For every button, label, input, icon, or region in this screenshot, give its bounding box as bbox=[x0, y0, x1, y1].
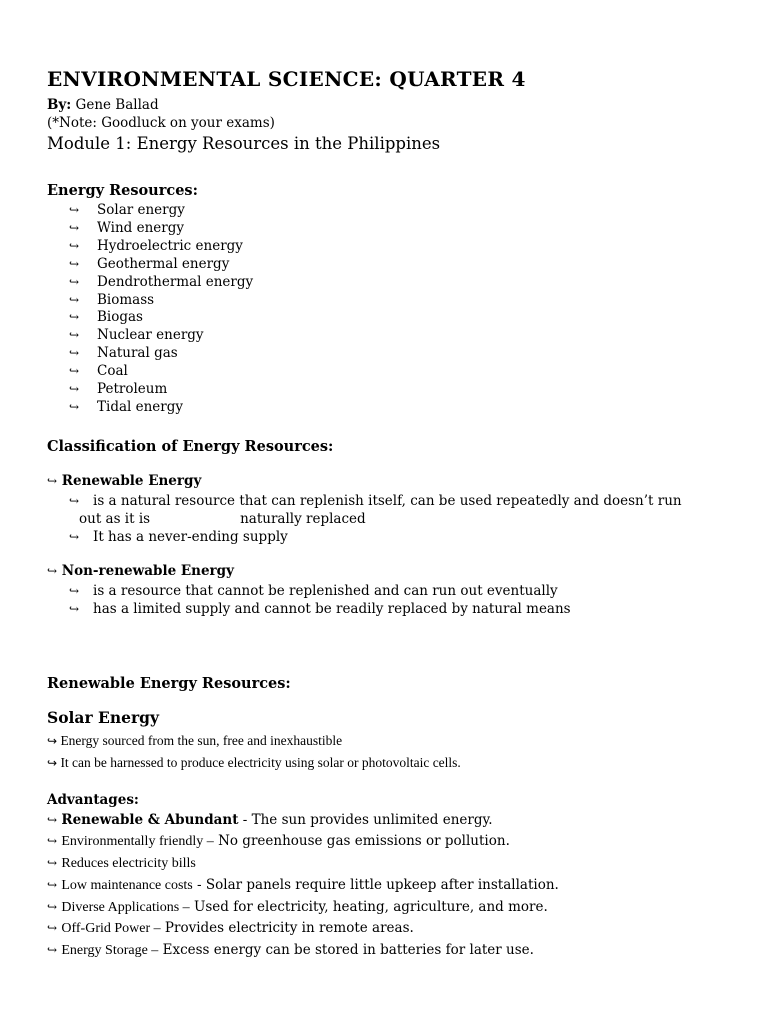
arrow-icon: ↪ bbox=[69, 238, 80, 253]
arrow-icon: ↪ bbox=[69, 203, 80, 217]
energy-resources-heading: Energy Resources: bbox=[47, 182, 198, 199]
list-item: ↪ Reduces electricity bills bbox=[47, 856, 196, 871]
arrow-icon: ↪ bbox=[69, 292, 80, 307]
classification-heading: Classification of Energy Resources: bbox=[47, 437, 334, 455]
list-item: ↪ Energy Storage – Excess energy can be stored in batteries for later use. bbox=[47, 942, 534, 959]
document-title: ENVIRONMENTAL SCIENCE: QUARTER 4 bbox=[47, 67, 526, 91]
list-item: ↪ Environmentally friendly – No greenhouse gas emissions or pollution. bbox=[47, 833, 510, 850]
arrow-icon: ↪ bbox=[69, 310, 80, 325]
list-item: ↪ Nuclear energy bbox=[69, 327, 204, 344]
document-page bbox=[47, 64, 737, 962]
list-item: ↪ Natural gas bbox=[69, 345, 178, 362]
arrow-icon: ↪ bbox=[47, 473, 58, 488]
arrow-icon: ↪ bbox=[69, 583, 80, 598]
renewable-energy-list bbox=[47, 493, 737, 547]
module-title: Module 1: Energy Resources in the Philippines bbox=[47, 134, 441, 153]
arrow-icon: ↪ bbox=[47, 563, 58, 578]
list-item: ↪ Dendrothermal energy bbox=[69, 273, 254, 290]
note: (*Note: Goodluck on your exams) bbox=[47, 115, 275, 131]
list-item: ↪ Coal bbox=[69, 363, 128, 380]
energy-resources-list bbox=[47, 202, 737, 417]
byline bbox=[47, 96, 737, 114]
advantages-list bbox=[47, 810, 737, 962]
solar-points bbox=[47, 730, 737, 774]
arrow-icon: ↪ bbox=[47, 877, 58, 892]
renewable-energy-label: ↪ Renewable Energy bbox=[47, 472, 202, 489]
arrow-icon: ↪ bbox=[69, 493, 80, 508]
arrow-icon: ↪ bbox=[69, 346, 80, 361]
solar-energy-heading: Solar Energy bbox=[47, 708, 159, 728]
list-item: ↪ is a resource that cannot be replenished and can run out eventually bbox=[69, 582, 558, 599]
arrow-icon: ↪ bbox=[69, 364, 80, 379]
arrow-icon: ↪ bbox=[47, 813, 58, 828]
list-item: ↪ Off-Grid Power – Provides electricity in remote areas. bbox=[47, 920, 414, 937]
list-item: ↪ Geothermal energy bbox=[69, 255, 230, 272]
list-item: ↪ Biogas bbox=[69, 309, 143, 326]
arrow-icon: ↪ bbox=[69, 529, 80, 544]
list-item: ↪ Diverse Applications – Used for electricity, heating, agriculture, and more. bbox=[47, 898, 548, 915]
arrow-icon: ↪ bbox=[69, 256, 80, 271]
arrow-icon: ↪ bbox=[47, 899, 58, 914]
arrow-icon: ↪ bbox=[47, 834, 58, 849]
list-item: ↪ Energy sourced from the sun, free and inexhaustible bbox=[47, 733, 343, 749]
arrow-icon: ↪ bbox=[69, 601, 80, 616]
renewable-resources-heading: Renewable Energy Resources: bbox=[47, 675, 291, 693]
arrow-icon: ↪ bbox=[69, 220, 80, 235]
list-item: ↪ Low maintenance costs - Solar panels require little upkeep after installation. bbox=[47, 876, 559, 893]
arrow-icon: ↪ bbox=[47, 943, 58, 958]
arrow-icon: ↪ bbox=[69, 274, 80, 289]
list-item-continuation: out as it is naturally replaced bbox=[79, 510, 366, 527]
list-item: ↪ It can be harnessed to produce electricity using solar or photovoltaic cells. bbox=[47, 755, 461, 771]
list-item: ↪ Hydroelectric energy bbox=[69, 237, 243, 254]
author-name: Gene Ballad bbox=[75, 97, 159, 113]
list-item: ↪ Wind energy bbox=[69, 219, 184, 236]
arrow-icon: ↪ bbox=[69, 382, 80, 397]
by-label: By: bbox=[47, 97, 72, 113]
arrow-icon: ↪ bbox=[47, 734, 58, 749]
arrow-icon: ↪ bbox=[47, 921, 58, 936]
advantages-heading: Advantages: bbox=[47, 792, 139, 809]
list-item: ↪ has a limited supply and cannot be readily replaced by natural means bbox=[69, 600, 571, 617]
list-item: ↪ is a natural resource that can replenish itself, can be used repeatedly and doesn’t run bbox=[69, 492, 682, 509]
arrow-icon: ↪ bbox=[69, 399, 80, 414]
list-item: ↪ Biomass bbox=[69, 291, 155, 308]
list-item: ↪ Renewable & Abundant - The sun provides unlimited energy. bbox=[47, 812, 493, 829]
arrow-icon: ↪ bbox=[47, 756, 58, 771]
nonrenewable-energy-label: ↪ Non-renewable Energy bbox=[47, 562, 234, 579]
list-item: ↪ It has a never-ending supply bbox=[69, 528, 288, 545]
nonrenewable-energy-list bbox=[47, 583, 737, 619]
list-item: ↪ Tidal energy bbox=[69, 398, 184, 415]
arrow-icon: ↪ bbox=[69, 328, 80, 343]
list-item: ↪ Solar energy bbox=[69, 202, 185, 218]
list-item: ↪ Petroleum bbox=[69, 381, 168, 398]
arrow-icon: ↪ bbox=[47, 856, 58, 870]
